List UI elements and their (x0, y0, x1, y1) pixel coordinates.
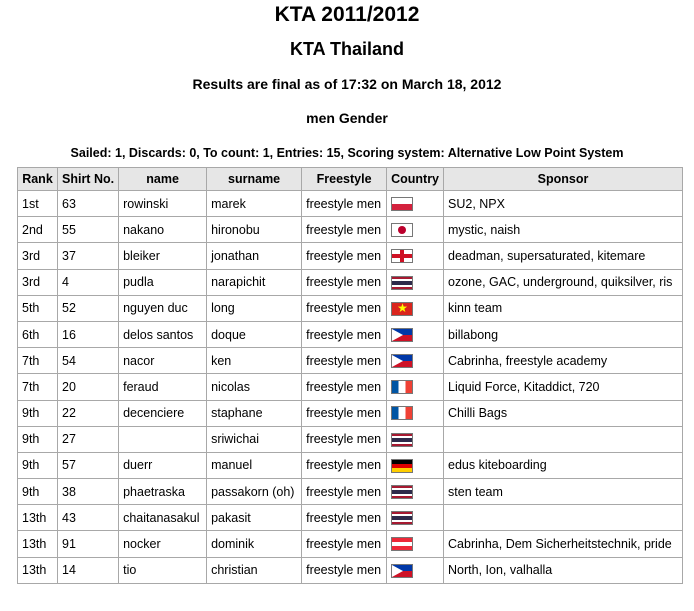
table-row (18, 191, 683, 217)
cell-surname: manuel (207, 452, 302, 478)
table-row (18, 505, 683, 531)
cell-freestyle: freestyle men (302, 191, 387, 217)
cell-shirt: 52 (58, 295, 119, 321)
column-header-shirt: Shirt No. (58, 168, 119, 191)
table-row (18, 295, 683, 321)
cell-shirt: 63 (58, 191, 119, 217)
cell-sponsor (444, 426, 683, 452)
flag-ph-icon (391, 354, 413, 368)
cell-name: decenciere (119, 400, 207, 426)
page-subtitle: KTA Thailand (290, 39, 404, 59)
cell-surname: dominik (207, 531, 302, 557)
cell-sponsor: Cabrinha, freestyle academy (444, 348, 683, 374)
cell-surname: hironobu (207, 217, 302, 243)
cell-sponsor: SU2, NPX (444, 191, 683, 217)
cell-freestyle: freestyle men (302, 426, 387, 452)
cell-sponsor: Cabrinha, Dem Sicherheitstechnik, pride (444, 531, 683, 557)
cell-name (119, 426, 207, 452)
cell-country (387, 348, 444, 374)
column-header-freestyle: Freestyle (302, 168, 387, 191)
cell-rank: 9th (18, 452, 58, 478)
results-status: Results are final as of 17:32 on March 18, 2012 (192, 76, 502, 92)
cell-name: bleiker (119, 243, 207, 269)
cell-shirt: 54 (58, 348, 119, 374)
flag-ph-icon (391, 328, 413, 342)
cell-rank: 13th (18, 505, 58, 531)
column-header-name: name (119, 168, 207, 191)
flag-th-icon (391, 276, 413, 290)
cell-rank: 13th (18, 557, 58, 583)
results-table (17, 167, 683, 584)
column-header-sponsor: Sponsor (444, 168, 683, 191)
column-header-country: Country (387, 168, 444, 191)
cell-surname: long (207, 295, 302, 321)
cell-shirt: 57 (58, 452, 119, 478)
cell-shirt: 14 (58, 557, 119, 583)
cell-sponsor: billabong (444, 321, 683, 347)
flag-vn-icon (391, 302, 413, 316)
cell-sponsor: Liquid Force, Kitaddict, 720 (444, 374, 683, 400)
cell-rank: 9th (18, 426, 58, 452)
cell-surname: nicolas (207, 374, 302, 400)
cell-freestyle: freestyle men (302, 295, 387, 321)
cell-country (387, 426, 444, 452)
cell-sponsor: North, Ion, valhalla (444, 557, 683, 583)
cell-freestyle: freestyle men (302, 269, 387, 295)
page-title: KTA 2011/2012 (274, 3, 420, 26)
cell-freestyle: freestyle men (302, 374, 387, 400)
cell-sponsor: ozone, GAC, underground, quiksilver, ris (444, 269, 683, 295)
table-row (18, 243, 683, 269)
cell-surname: doque (207, 321, 302, 347)
cell-name: phaetraska (119, 479, 207, 505)
cell-shirt: 43 (58, 505, 119, 531)
cell-country (387, 191, 444, 217)
cell-name: nocker (119, 531, 207, 557)
column-header-rank: Rank (18, 168, 58, 191)
cell-rank: 5th (18, 295, 58, 321)
cell-country (387, 531, 444, 557)
cell-surname: christian (207, 557, 302, 583)
cell-name: nguyen duc (119, 295, 207, 321)
flag-fr-icon (391, 406, 413, 420)
cell-country (387, 557, 444, 583)
table-row (18, 400, 683, 426)
cell-freestyle: freestyle men (302, 531, 387, 557)
table-row (18, 479, 683, 505)
cell-surname: sriwichai (207, 426, 302, 452)
cell-surname: jonathan (207, 243, 302, 269)
table-row (18, 426, 683, 452)
cell-country (387, 505, 444, 531)
cell-shirt: 38 (58, 479, 119, 505)
cell-rank: 6th (18, 321, 58, 347)
flag-en-icon (391, 249, 413, 263)
cell-name: tio (119, 557, 207, 583)
flag-th-icon (391, 511, 413, 525)
cell-country (387, 295, 444, 321)
cell-surname: narapichit (207, 269, 302, 295)
scoring-info: Sailed: 1, Discards: 0, To count: 1, Entries: 15, Scoring system: Alternative Low Point System (70, 146, 624, 160)
cell-sponsor: sten team (444, 479, 683, 505)
table-row (18, 269, 683, 295)
cell-freestyle: freestyle men (302, 479, 387, 505)
cell-freestyle: freestyle men (302, 452, 387, 478)
results-table-body (18, 191, 683, 584)
cell-shirt: 16 (58, 321, 119, 347)
flag-th-icon (391, 433, 413, 447)
cell-country (387, 400, 444, 426)
cell-rank: 1st (18, 191, 58, 217)
flag-de-icon (391, 459, 413, 473)
cell-shirt: 20 (58, 374, 119, 400)
table-row (18, 321, 683, 347)
cell-sponsor (444, 505, 683, 531)
cell-rank: 3rd (18, 243, 58, 269)
cell-surname: ken (207, 348, 302, 374)
flag-fr-icon (391, 380, 413, 394)
category-heading: men Gender (306, 110, 388, 126)
table-row (18, 452, 683, 478)
cell-freestyle: freestyle men (302, 557, 387, 583)
cell-surname: staphane (207, 400, 302, 426)
table-row (18, 217, 683, 243)
cell-freestyle: freestyle men (302, 217, 387, 243)
flag-pl-icon (391, 197, 413, 211)
cell-freestyle: freestyle men (302, 505, 387, 531)
flag-at-icon (391, 537, 413, 551)
cell-freestyle: freestyle men (302, 321, 387, 347)
cell-surname: pakasit (207, 505, 302, 531)
cell-rank: 9th (18, 400, 58, 426)
column-header-surname: surname (207, 168, 302, 191)
cell-name: rowinski (119, 191, 207, 217)
cell-country (387, 217, 444, 243)
cell-shirt: 37 (58, 243, 119, 269)
cell-name: pudla (119, 269, 207, 295)
cell-freestyle: freestyle men (302, 400, 387, 426)
cell-surname: passakorn (oh) (207, 479, 302, 505)
flag-th-icon (391, 485, 413, 499)
cell-name: nakano (119, 217, 207, 243)
cell-country (387, 243, 444, 269)
cell-sponsor: kinn team (444, 295, 683, 321)
cell-name: chaitanasakul (119, 505, 207, 531)
cell-freestyle: freestyle men (302, 243, 387, 269)
cell-name: feraud (119, 374, 207, 400)
cell-shirt: 91 (58, 531, 119, 557)
cell-country (387, 374, 444, 400)
cell-rank: 2nd (18, 217, 58, 243)
cell-rank: 7th (18, 374, 58, 400)
flag-ph-icon (391, 564, 413, 578)
cell-country (387, 321, 444, 347)
cell-country (387, 269, 444, 295)
cell-rank: 9th (18, 479, 58, 505)
cell-name: delos santos (119, 321, 207, 347)
cell-sponsor: Chilli Bags (444, 400, 683, 426)
table-row (18, 348, 683, 374)
cell-rank: 13th (18, 531, 58, 557)
cell-sponsor: deadman, supersaturated, kitemare (444, 243, 683, 269)
cell-name: duerr (119, 452, 207, 478)
cell-rank: 7th (18, 348, 58, 374)
cell-shirt: 4 (58, 269, 119, 295)
cell-sponsor: edus kiteboarding (444, 452, 683, 478)
cell-sponsor: mystic, naish (444, 217, 683, 243)
flag-jp-icon (391, 223, 413, 237)
cell-shirt: 27 (58, 426, 119, 452)
table-header-row (18, 168, 683, 191)
cell-shirt: 22 (58, 400, 119, 426)
cell-country (387, 479, 444, 505)
table-row (18, 557, 683, 583)
cell-name: nacor (119, 348, 207, 374)
table-row (18, 531, 683, 557)
table-row (18, 374, 683, 400)
cell-freestyle: freestyle men (302, 348, 387, 374)
cell-shirt: 55 (58, 217, 119, 243)
cell-country (387, 452, 444, 478)
cell-surname: marek (207, 191, 302, 217)
cell-rank: 3rd (18, 269, 58, 295)
